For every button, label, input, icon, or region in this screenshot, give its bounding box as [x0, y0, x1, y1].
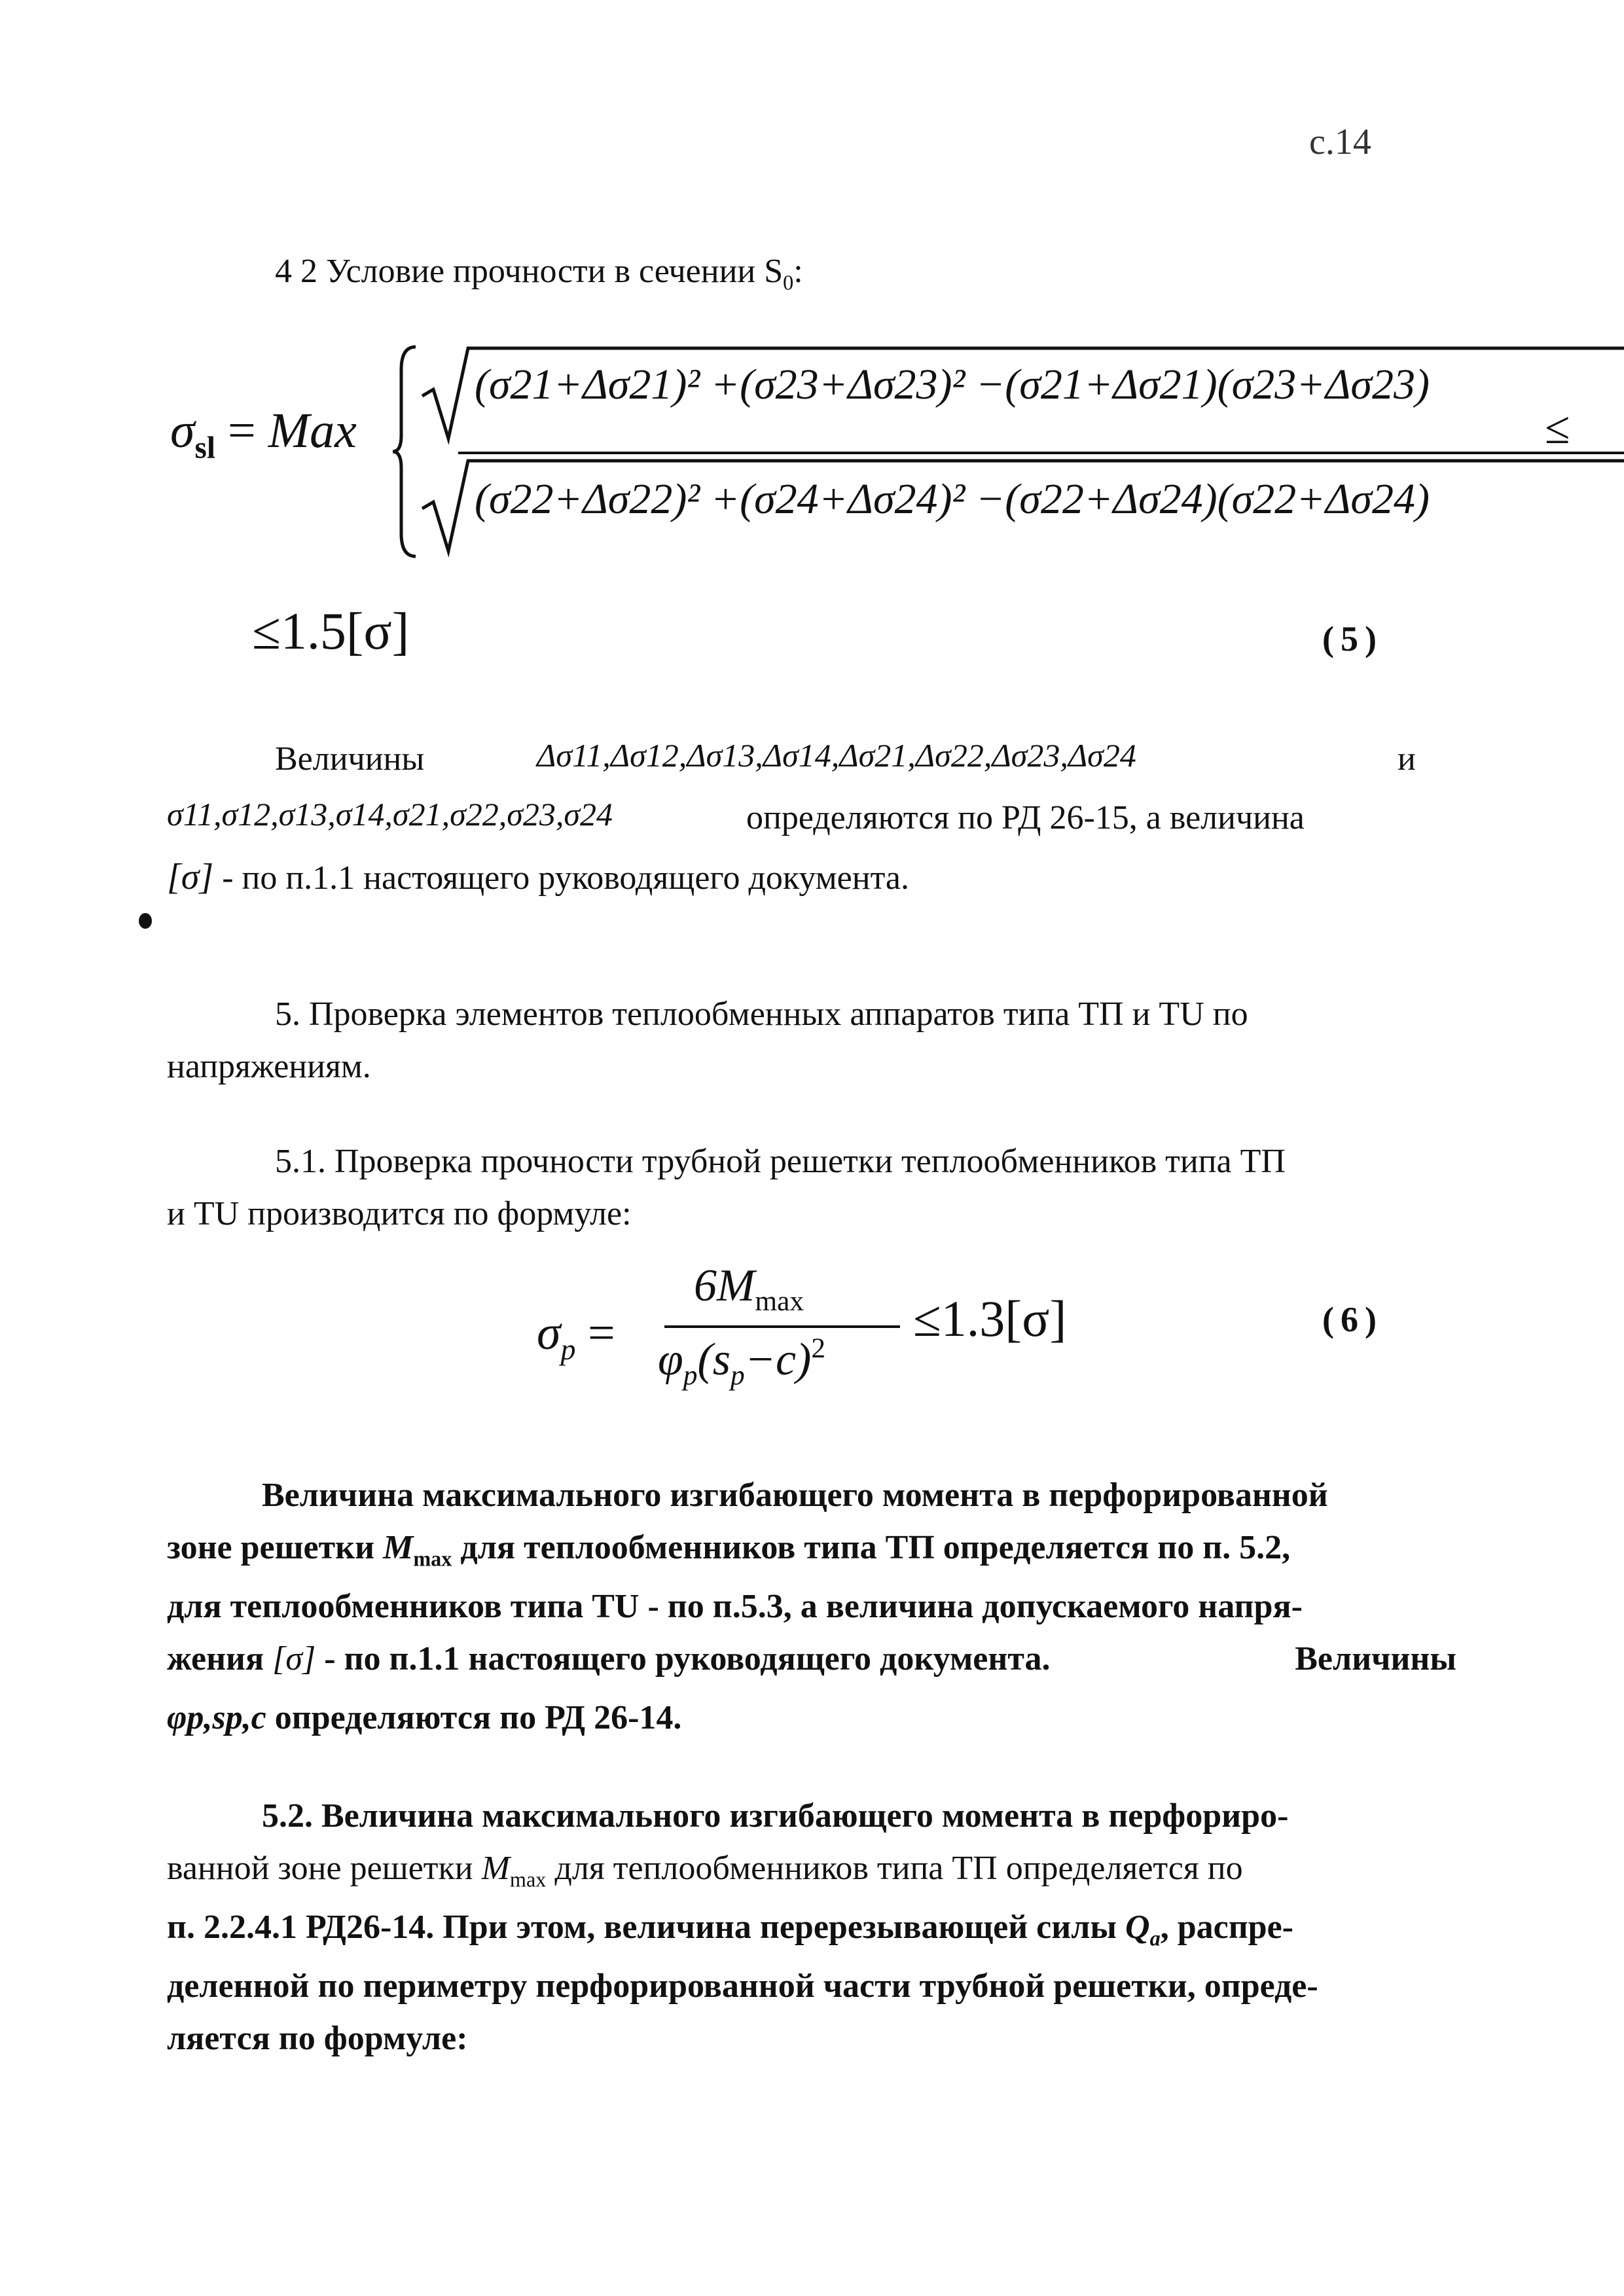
heading-text: 4 2 Условие прочности в сечении S	[275, 253, 784, 290]
para-5-2-line-2: ванной зоне решетки $M_{max}$ для теплообменников типа ТП определяется по	[167, 1850, 1243, 1892]
para-5-2-line-4: деленной по периметру перфорированной части трубной решетки, опреде-	[167, 1967, 1318, 2005]
formula-6-denominator: $\varphi_p(s_p-c)^2$	[658, 1333, 826, 1391]
section-5-heading-line-1: 5. Проверка элементов теплообменных аппаратов типа ТП и TU по	[275, 996, 1248, 1033]
para-5-1-line-4: жения [σ] - по п.1.1 настоящего руководящего документа. Величины	[167, 1640, 1456, 1677]
para-5-1-line-5: φp,sp,c определяются по РД 26-14.	[167, 1699, 682, 1736]
section-5-heading-line-2: напряжениям.	[167, 1048, 371, 1085]
formula-6-lhs: $\sigma_p$ =	[537, 1306, 615, 1367]
para-5-1-line-2: зоне решетки $M_{max}$ для теплообменников типа ТП определяется по п. 5.2,	[167, 1529, 1291, 1571]
bracket-sigma: [σ]	[167, 857, 214, 897]
formula-5	[170, 340, 1578, 563]
formula-6	[537, 1260, 1126, 1430]
delta-list: Δσ11,Δσ12,Δσ13,Δσ14,Δσ21,Δσ22,Δσ23,Δσ24	[537, 737, 1136, 774]
formula-5-row-1: (σ21+Δσ21)² +(σ23+Δσ23)² −(σ21+Δσ21)(σ23+Δσ23)	[475, 361, 1430, 408]
section-5-1-line-2: и TU производится по формуле:	[167, 1195, 632, 1232]
equation-number-5: (5)	[1322, 619, 1383, 658]
left-brace-icon	[389, 344, 422, 560]
formula-6-numerator: $6M_{max}$	[694, 1261, 804, 1318]
formula-5-line-2: ≤1.5[σ]	[252, 603, 410, 660]
para-tail-2: - по п.1.1 настоящего руководящего документа.	[222, 859, 910, 897]
para-tail-1: определяются по РД 26-15, а величина	[746, 799, 1305, 836]
formula-5-row-2: (σ22+Δσ22)² +(σ24+Δσ24)² −(σ22+Δσ24)(σ22+Δσ24)	[475, 475, 1430, 523]
formula-5-lhs: $\sigma_{sl}$ = Max	[170, 403, 357, 465]
para-5-1-line-3: для теплообменников типа TU - по п.5.3, а величина допускаемого напря-	[167, 1588, 1303, 1625]
formula-5-le: ≤	[1545, 403, 1570, 454]
para-5-2-line-1: 5.2. Величина максимального изгибающего момента в перфориро-	[262, 1797, 1289, 1835]
margin-dot	[139, 913, 152, 929]
para-values-word: Величины	[275, 740, 425, 778]
para-line-3	[167, 848, 909, 908]
formula-6-rhs: ≤1.3[σ]	[913, 1290, 1067, 1347]
page-number: с.14	[1309, 122, 1371, 162]
heading-colon: :	[793, 253, 803, 290]
section-5-1-line-1: 5.1. Проверка прочности трубной решетки теплообменников типа ТП	[275, 1143, 1286, 1180]
equation-number-6: (6)	[1322, 1300, 1383, 1339]
fraction-line-6	[664, 1325, 900, 1328]
and-word: и	[1398, 740, 1416, 778]
para-5-1-line-1: Величина максимального изгибающего момента в перфорированной	[262, 1477, 1328, 1514]
sigma-list: σ11,σ12,σ13,σ14,σ21,σ22,σ23,σ24	[167, 796, 613, 833]
section-4-2-heading	[275, 242, 803, 312]
para-5-2-line-3: п. 2.2.4.1 РД26-14. При этом, величина перерезывающей силы $Q_a$, распре-	[167, 1909, 1293, 1950]
para-5-2-line-5: ляется по формуле:	[167, 2020, 468, 2057]
heading-subscript: 0	[783, 270, 794, 295]
